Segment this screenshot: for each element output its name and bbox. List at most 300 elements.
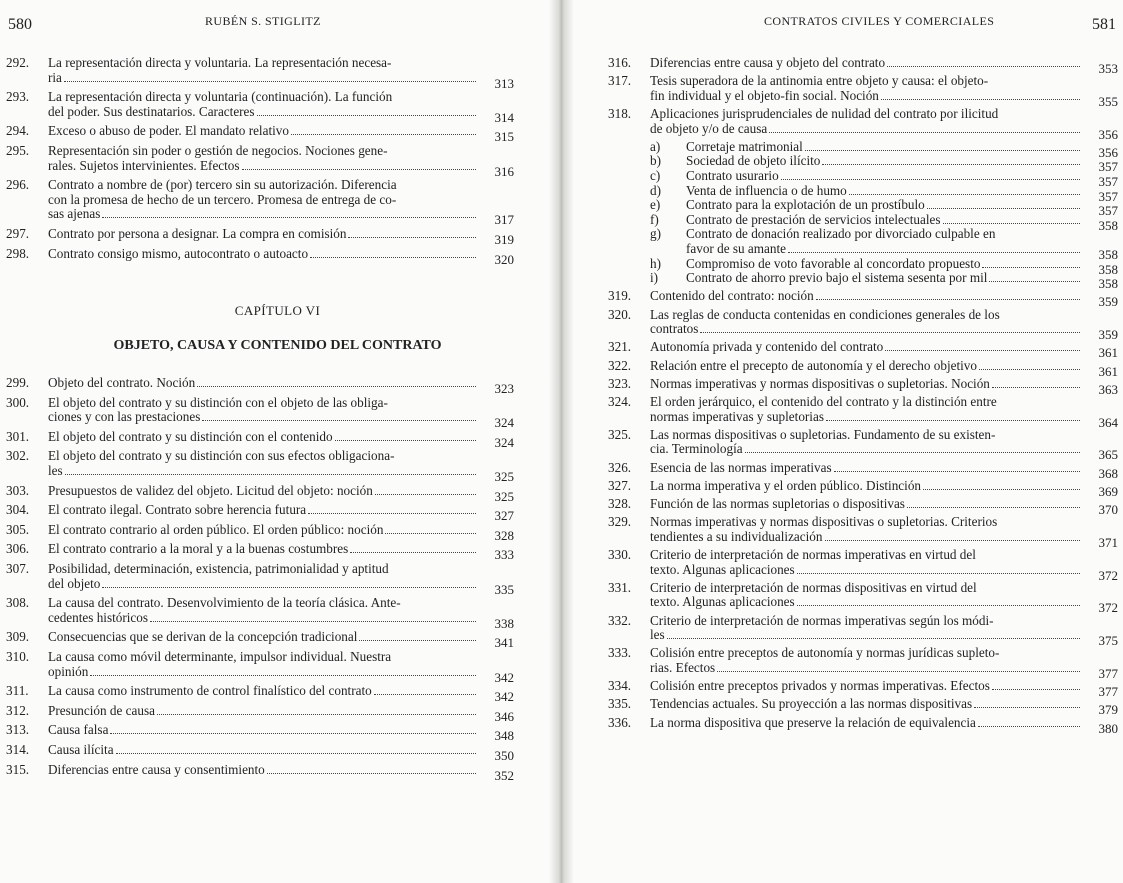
leader-dots xyxy=(788,252,1080,253)
entry-page-number: 346 xyxy=(494,708,514,724)
toc-subentry xyxy=(650,270,1118,292)
entry-page-number: 357 xyxy=(1098,203,1118,219)
entry-title xyxy=(48,650,478,679)
leader-dots xyxy=(385,533,476,534)
entry-title xyxy=(650,308,1082,337)
entry-page-number: 356 xyxy=(1098,144,1118,160)
entry-page-number: 327 xyxy=(494,508,514,524)
entry-title-line xyxy=(650,679,1082,694)
entry-title xyxy=(650,107,1082,136)
entry-title xyxy=(48,484,478,499)
toc-entry xyxy=(6,428,514,450)
leader-dots xyxy=(150,621,476,622)
entry-title-line: Tesis superadora de la antinomia entre objeto y causa: el objeto- xyxy=(650,73,989,89)
entry-title-text: Función de las normas supletorias o dispositivas xyxy=(650,496,905,511)
entry-title-text: Diferencias entre causa y consentimiento xyxy=(48,761,265,777)
entry-number: 334. xyxy=(608,678,632,694)
toc-subentry xyxy=(650,138,1118,160)
entry-number: 296. xyxy=(6,177,30,193)
toc-entry xyxy=(6,683,514,705)
toc-entry xyxy=(608,514,1118,550)
entry-page-number: 314 xyxy=(494,109,514,125)
entry-title-text: tendientes a su individualización xyxy=(650,528,823,544)
leader-dots xyxy=(291,134,476,135)
entry-number: 320. xyxy=(608,306,632,322)
entry-title-text: normas imperativas y supletorias xyxy=(650,408,824,424)
entry-title-text: Consecuencias que se derivan de la concepción tradicional xyxy=(48,629,358,645)
leader-dots xyxy=(887,66,1080,67)
entry-title-line xyxy=(650,716,1082,731)
leader-dots xyxy=(907,507,1080,508)
entry-title-line: Las normas dispositivas o supletorias. Fundamento de su existen- xyxy=(650,426,996,442)
entry-title-line xyxy=(650,322,1082,337)
subentry-letter: d) xyxy=(650,182,661,198)
entry-page-number: 358 xyxy=(1098,246,1118,262)
toc-entry xyxy=(608,375,1118,397)
entry-title-line: El objeto del contrato y su distinción con sus efectos obligaciona- xyxy=(48,448,395,464)
leader-dots xyxy=(374,694,476,695)
entry-number: 308. xyxy=(6,595,30,611)
entry-title xyxy=(48,743,478,758)
entry-title-line xyxy=(48,484,478,499)
entry-title xyxy=(686,257,1082,272)
entry-title-text: Corretaje matrimonial xyxy=(686,138,803,154)
toc-subentry xyxy=(650,226,1118,262)
toc-entry xyxy=(6,702,514,724)
leader-dots xyxy=(927,208,1080,209)
entry-title-text: fin individual y el objeto-fin social. Noción xyxy=(650,87,879,103)
leader-dots xyxy=(242,169,476,170)
entry-page-number: 357 xyxy=(1098,159,1118,175)
entry-title xyxy=(650,395,1082,424)
toc-entry xyxy=(6,502,514,524)
entry-number: 304. xyxy=(6,502,30,518)
entry-title-text: rales. Sujetos intervinientes. Efectos xyxy=(48,157,240,173)
entry-title-line: Colisión entre preceptos de autonomía y normas jurídicas supleto- xyxy=(650,645,1000,661)
leader-dots xyxy=(974,707,1080,708)
entry-title-text: Contenido del contrato: noción xyxy=(650,288,814,304)
entry-title-line xyxy=(48,159,478,174)
toc-entry xyxy=(608,547,1118,583)
entry-title-line xyxy=(650,340,1082,355)
entry-page-number: 361 xyxy=(1098,363,1118,379)
entry-title-line: La causa del contrato. Desenvolvimiento de la teoría clásica. Ante- xyxy=(48,595,401,611)
entry-title xyxy=(48,763,478,778)
entry-title-text: Diferencias entre causa y objeto del contrato xyxy=(650,55,886,70)
entry-title xyxy=(650,548,1082,577)
leader-dots xyxy=(110,733,476,734)
entry-title xyxy=(686,271,1082,286)
leader-dots xyxy=(65,474,476,475)
entry-title-line xyxy=(686,242,1082,257)
toc-entry xyxy=(608,612,1118,649)
entry-title xyxy=(650,74,1082,103)
entry-title-line: La causa como móvil determinante, impulsor individual. Nuestra xyxy=(48,649,392,664)
entry-title xyxy=(686,169,1082,184)
toc-subentry xyxy=(650,168,1118,189)
entry-title-text: Objeto del contrato. Noción xyxy=(48,375,196,390)
entry-title-line xyxy=(48,430,478,445)
entry-title xyxy=(650,377,1082,392)
entry-title-line xyxy=(650,56,1082,71)
entry-title-text: texto. Algunas aplicaciones xyxy=(650,594,795,610)
entry-number: 331. xyxy=(608,579,632,595)
entry-page-number: 315 xyxy=(494,129,514,145)
entry-page-number: 341 xyxy=(494,635,514,651)
leader-dots xyxy=(717,671,1080,672)
leader-dots xyxy=(822,164,1080,165)
entry-title xyxy=(650,614,1082,643)
entry-number: 301. xyxy=(6,428,30,444)
entry-title xyxy=(650,581,1082,610)
entry-title-line xyxy=(650,697,1082,712)
entry-number: 325. xyxy=(608,426,632,442)
entry-title-line xyxy=(48,503,478,518)
entry-title-text: ria xyxy=(48,69,62,85)
leader-dots xyxy=(348,237,476,238)
toc-entry xyxy=(6,143,514,179)
entry-title-line xyxy=(48,723,478,738)
leader-dots xyxy=(102,217,476,218)
toc-entry xyxy=(6,394,514,431)
leader-dots xyxy=(350,552,476,553)
toc-entry xyxy=(608,496,1118,517)
entry-title xyxy=(650,359,1082,374)
entry-page-number: 350 xyxy=(494,748,514,763)
entry-title xyxy=(48,562,478,591)
entry-title xyxy=(48,396,478,425)
chapter-title: OBJETO, CAUSA Y CONTENIDO DEL CONTRATO xyxy=(113,338,442,353)
leader-dots xyxy=(826,420,1080,421)
entry-title-text: Exceso o abuso de poder. El mandato relativo xyxy=(48,123,289,139)
entry-page-number: 342 xyxy=(494,669,514,685)
leader-dots xyxy=(769,132,1080,133)
toc-entry xyxy=(6,448,514,484)
entry-title-line xyxy=(686,271,1082,286)
subentry-letter: g) xyxy=(650,226,661,242)
entry-title-line xyxy=(650,89,1082,104)
toc-entry xyxy=(608,645,1118,681)
entry-title-text: del objeto xyxy=(48,575,101,591)
entry-title-text: Presupuestos de validez del objeto. Licitud del objeto: noción xyxy=(48,482,373,498)
entry-page-number: 379 xyxy=(1098,702,1118,718)
entry-title-line xyxy=(686,169,1082,184)
entry-title xyxy=(650,461,1082,476)
toc-entry xyxy=(608,288,1118,310)
entry-title xyxy=(48,523,478,538)
toc-entry xyxy=(6,629,514,651)
entry-title-text: Contrato de ahorro previo bajo el sistema sesenta por mil xyxy=(686,270,988,286)
toc-entry xyxy=(608,55,1118,76)
entry-page-number: 372 xyxy=(1098,567,1118,583)
entry-title-text: Sociedad de objeto ilícito xyxy=(686,153,821,169)
entry-title-text: Presunción de causa xyxy=(48,702,155,718)
entry-title-text: La norma dispositiva que preserve la relación de equivalencia xyxy=(650,714,976,730)
entry-title-text: El contrato contrario al orden público. El orden público: noción xyxy=(48,521,384,537)
leader-dots xyxy=(90,675,476,676)
entry-title-line xyxy=(650,530,1082,545)
entry-title-line xyxy=(48,542,478,557)
entry-title-line xyxy=(650,359,1082,374)
entry-title-text: texto. Algunas aplicaciones xyxy=(650,561,795,577)
leader-dots xyxy=(267,773,476,774)
entry-title-line xyxy=(686,184,1082,199)
toc-entry xyxy=(608,696,1118,718)
entry-number: 311. xyxy=(6,683,29,699)
entry-title-line: Criterio de interpretación de normas imperativas en virtud del xyxy=(650,547,976,562)
leader-dots xyxy=(202,420,476,421)
entry-number: 326. xyxy=(608,459,632,475)
entry-title-text: Normas imperativas y normas dispositivas o supletorias. Noción xyxy=(650,375,990,391)
entry-title xyxy=(686,140,1082,155)
leader-dots xyxy=(700,332,1080,333)
entry-title-line xyxy=(686,257,1082,272)
entry-title-text: cia. Terminología xyxy=(650,441,743,457)
leader-dots xyxy=(797,573,1080,574)
toc-entry xyxy=(6,541,514,563)
leader-dots xyxy=(849,194,1080,195)
entry-title-line: con la promesa de hecho de un tercero. Promesa de entrega de co- xyxy=(48,191,397,207)
entry-title xyxy=(48,449,478,478)
entry-title-line: Criterio de interpretación de normas dispositivas en virtud del xyxy=(650,579,977,595)
leader-dots xyxy=(992,689,1080,690)
entry-number: 315. xyxy=(6,761,30,777)
entry-page-number: 359 xyxy=(1098,327,1118,343)
entry-title xyxy=(48,630,478,645)
entry-number: 303. xyxy=(6,482,30,498)
entry-number: 327. xyxy=(608,477,632,493)
right-running-header: CONTRATOS CIVILES Y COMERCIALES xyxy=(764,14,995,28)
entry-title-line xyxy=(650,461,1082,476)
entry-title-text: Colisión entre preceptos privados y normas imperativas. Efectos xyxy=(650,678,990,694)
entry-number: 299. xyxy=(6,375,30,390)
entry-title xyxy=(650,515,1082,544)
entry-page-number: 325 xyxy=(494,468,514,484)
entry-title-line xyxy=(48,523,478,538)
entry-title xyxy=(48,503,478,518)
toc-entry xyxy=(608,426,1118,463)
entry-title-line xyxy=(650,479,1082,494)
toc-entry xyxy=(6,521,514,543)
entry-title xyxy=(48,542,478,557)
entry-page-number: 353 xyxy=(1098,61,1118,76)
entry-page-number: 375 xyxy=(1098,633,1118,649)
entry-number: 306. xyxy=(6,541,30,557)
entry-number: 336. xyxy=(608,714,632,730)
entry-title-text: El objeto del contrato y su distinción con el contenido xyxy=(48,428,333,444)
entry-number: 310. xyxy=(6,649,30,664)
subentry-letter: i) xyxy=(650,270,659,286)
leader-dots xyxy=(982,267,1080,268)
entry-title-line xyxy=(48,611,478,626)
toc-entry xyxy=(608,477,1118,499)
leader-dots xyxy=(923,489,1080,490)
entry-title-text: Causa falsa xyxy=(48,722,109,738)
entry-title-line: Criterio de interpretación de normas imperativas según los módi- xyxy=(650,612,994,628)
entry-title xyxy=(686,154,1082,169)
leader-dots xyxy=(816,299,1080,300)
entry-title xyxy=(48,376,478,391)
entry-title xyxy=(686,184,1082,199)
entry-page-number: 364 xyxy=(1098,414,1118,430)
entry-title-text: les xyxy=(650,627,665,643)
entry-number: 302. xyxy=(6,448,30,464)
toc-entry xyxy=(6,55,514,91)
entry-page-number: 361 xyxy=(1098,345,1118,361)
entry-title xyxy=(650,479,1082,494)
entry-number: 335. xyxy=(608,696,632,712)
entry-page-number: 313 xyxy=(494,75,514,91)
entry-title-text: les xyxy=(48,462,63,478)
entry-number: 328. xyxy=(608,496,632,511)
leader-dots xyxy=(989,281,1080,282)
entry-number: 295. xyxy=(6,143,30,158)
left-page xyxy=(0,0,555,883)
entry-title-line xyxy=(48,410,478,425)
entry-title-text: La causa como instrumento de control finalístico del contrato xyxy=(48,683,372,699)
entry-title-text: cedentes históricos xyxy=(48,609,148,625)
entry-title-text: El contrato ilegal. Contrato sobre herencia futura xyxy=(48,502,307,518)
subentry-letter: b) xyxy=(650,153,661,169)
entry-number: 318. xyxy=(608,106,632,121)
toc-entry xyxy=(608,106,1118,142)
entry-title xyxy=(48,430,478,445)
entry-title xyxy=(48,247,478,262)
leader-dots xyxy=(797,605,1080,606)
entry-page-number: 363 xyxy=(1098,381,1118,397)
entry-title-text: Tendencias actuales. Su proyección a las normas dispositivas xyxy=(650,696,973,712)
entry-title xyxy=(48,56,478,85)
entry-page-number: 369 xyxy=(1098,483,1118,499)
subentry-letter: h) xyxy=(650,255,661,271)
entry-page-number: 319 xyxy=(494,232,514,247)
entry-title-line xyxy=(686,154,1082,169)
entry-title xyxy=(686,198,1082,213)
entry-number: 294. xyxy=(6,123,30,139)
entry-number: 329. xyxy=(608,514,632,530)
leader-dots xyxy=(310,257,476,258)
entry-title-line: Posibilidad, determinación, existencia, patrimonialidad y aptitud xyxy=(48,561,389,576)
entry-title-text: Contrato usurario xyxy=(686,168,779,183)
toc-entry xyxy=(6,561,514,597)
entry-page-number: 338 xyxy=(494,615,514,631)
entry-title-text: Contrato para la explotación de un prostíbulo xyxy=(686,197,925,213)
entry-title-line xyxy=(48,207,478,222)
leader-dots xyxy=(102,587,476,588)
entry-number: 324. xyxy=(608,394,632,409)
chapter-label: CAPÍTULO VI xyxy=(234,303,321,318)
entry-title-line: El objeto del contrato y su distinción con el objeto de las obliga- xyxy=(48,394,388,410)
entry-title xyxy=(48,144,478,173)
entry-page-number: 324 xyxy=(494,434,514,450)
entry-title-text: Autonomía privada y contenido del contrato xyxy=(650,339,884,355)
entry-title-line: El orden jerárquico, el contenido del contrato y la distinción entre xyxy=(650,394,997,409)
entry-title-line xyxy=(48,247,478,262)
entry-page-number: 358 xyxy=(1098,261,1118,277)
entry-title-line xyxy=(650,563,1082,578)
entry-number: 323. xyxy=(608,375,632,391)
entry-number: 322. xyxy=(608,357,632,373)
entry-title-text: Contrato por persona a designar. La compra en comisión xyxy=(48,226,347,241)
entry-page-number: 377 xyxy=(1098,684,1118,700)
entry-number: 332. xyxy=(608,612,632,628)
entry-page-number: 365 xyxy=(1098,447,1118,463)
entry-title-line xyxy=(650,410,1082,425)
toc-entry xyxy=(6,482,514,504)
leader-dots xyxy=(805,150,1080,151)
entry-title-text: Esencia de las normas imperativas xyxy=(650,459,832,475)
entry-page-number: 372 xyxy=(1098,600,1118,616)
toc-entry xyxy=(6,177,514,228)
leader-dots xyxy=(375,494,476,495)
leader-dots xyxy=(335,440,476,441)
toc-entry xyxy=(608,357,1118,379)
entry-title xyxy=(650,289,1082,304)
subentry-letter: a) xyxy=(650,138,661,154)
leader-dots xyxy=(979,369,1080,370)
entry-title-text: Contrato de prestación de servicios intelectuales xyxy=(686,211,941,227)
entry-page-number: 377 xyxy=(1098,665,1118,681)
entry-title-text: La norma imperativa y el orden público. Distinción xyxy=(650,477,922,493)
entry-title-line xyxy=(48,684,478,699)
leader-dots xyxy=(825,540,1081,541)
entry-title-line xyxy=(48,124,478,139)
entry-title-line xyxy=(48,665,478,680)
toc-entry xyxy=(6,595,514,631)
entry-page-number: 380 xyxy=(1098,720,1118,736)
toc-entry xyxy=(608,579,1118,616)
leader-dots xyxy=(116,753,476,754)
entry-title-text: del poder. Sus destinatarios. Caracteres xyxy=(48,103,255,119)
entry-title xyxy=(48,124,478,139)
entry-title xyxy=(686,227,1082,256)
entry-page-number: 355 xyxy=(1098,93,1118,109)
entry-number: 312. xyxy=(6,702,30,718)
entry-title-text: favor de su amante xyxy=(686,240,786,256)
leader-dots xyxy=(781,179,1080,180)
entry-title-line: Contrato a nombre de (por) tercero sin su autorización. Diferencia xyxy=(48,177,397,193)
toc-entry xyxy=(6,89,514,125)
entry-page-number: 356 xyxy=(1098,126,1118,142)
leader-dots xyxy=(943,223,1080,224)
entry-page-number: 335 xyxy=(494,581,514,597)
entry-title-line xyxy=(48,763,478,778)
leader-dots xyxy=(745,452,1080,453)
toc-entry xyxy=(608,714,1118,736)
left-running-header: RUBÉN S. STIGLITZ xyxy=(205,14,321,28)
toc-entry xyxy=(6,649,514,685)
entry-title xyxy=(48,90,478,119)
entry-page-number: 348 xyxy=(494,728,514,744)
entry-title-line: Contrato de donación realizado por divorciado culpable en xyxy=(686,226,996,242)
entry-title xyxy=(48,178,478,222)
entry-title-line xyxy=(650,497,1082,512)
leader-dots xyxy=(157,714,476,715)
entry-title-line: Aplicaciones jurisprudenciales de nulidad del contrato por ilicitud xyxy=(650,106,999,121)
entry-title xyxy=(650,697,1082,712)
entry-page-number: 357 xyxy=(1098,188,1118,204)
entry-number: 317. xyxy=(608,73,632,89)
toc-subentry xyxy=(650,153,1118,175)
toc-subentry xyxy=(650,182,1118,204)
entry-number: 330. xyxy=(608,547,632,562)
entry-title-line xyxy=(650,628,1082,643)
entry-page-number: 370 xyxy=(1098,502,1118,517)
left-page-number: 580 xyxy=(8,16,32,33)
entry-number: 321. xyxy=(608,339,632,355)
entry-page-number: 357 xyxy=(1098,174,1118,189)
entry-number: 292. xyxy=(6,55,30,70)
